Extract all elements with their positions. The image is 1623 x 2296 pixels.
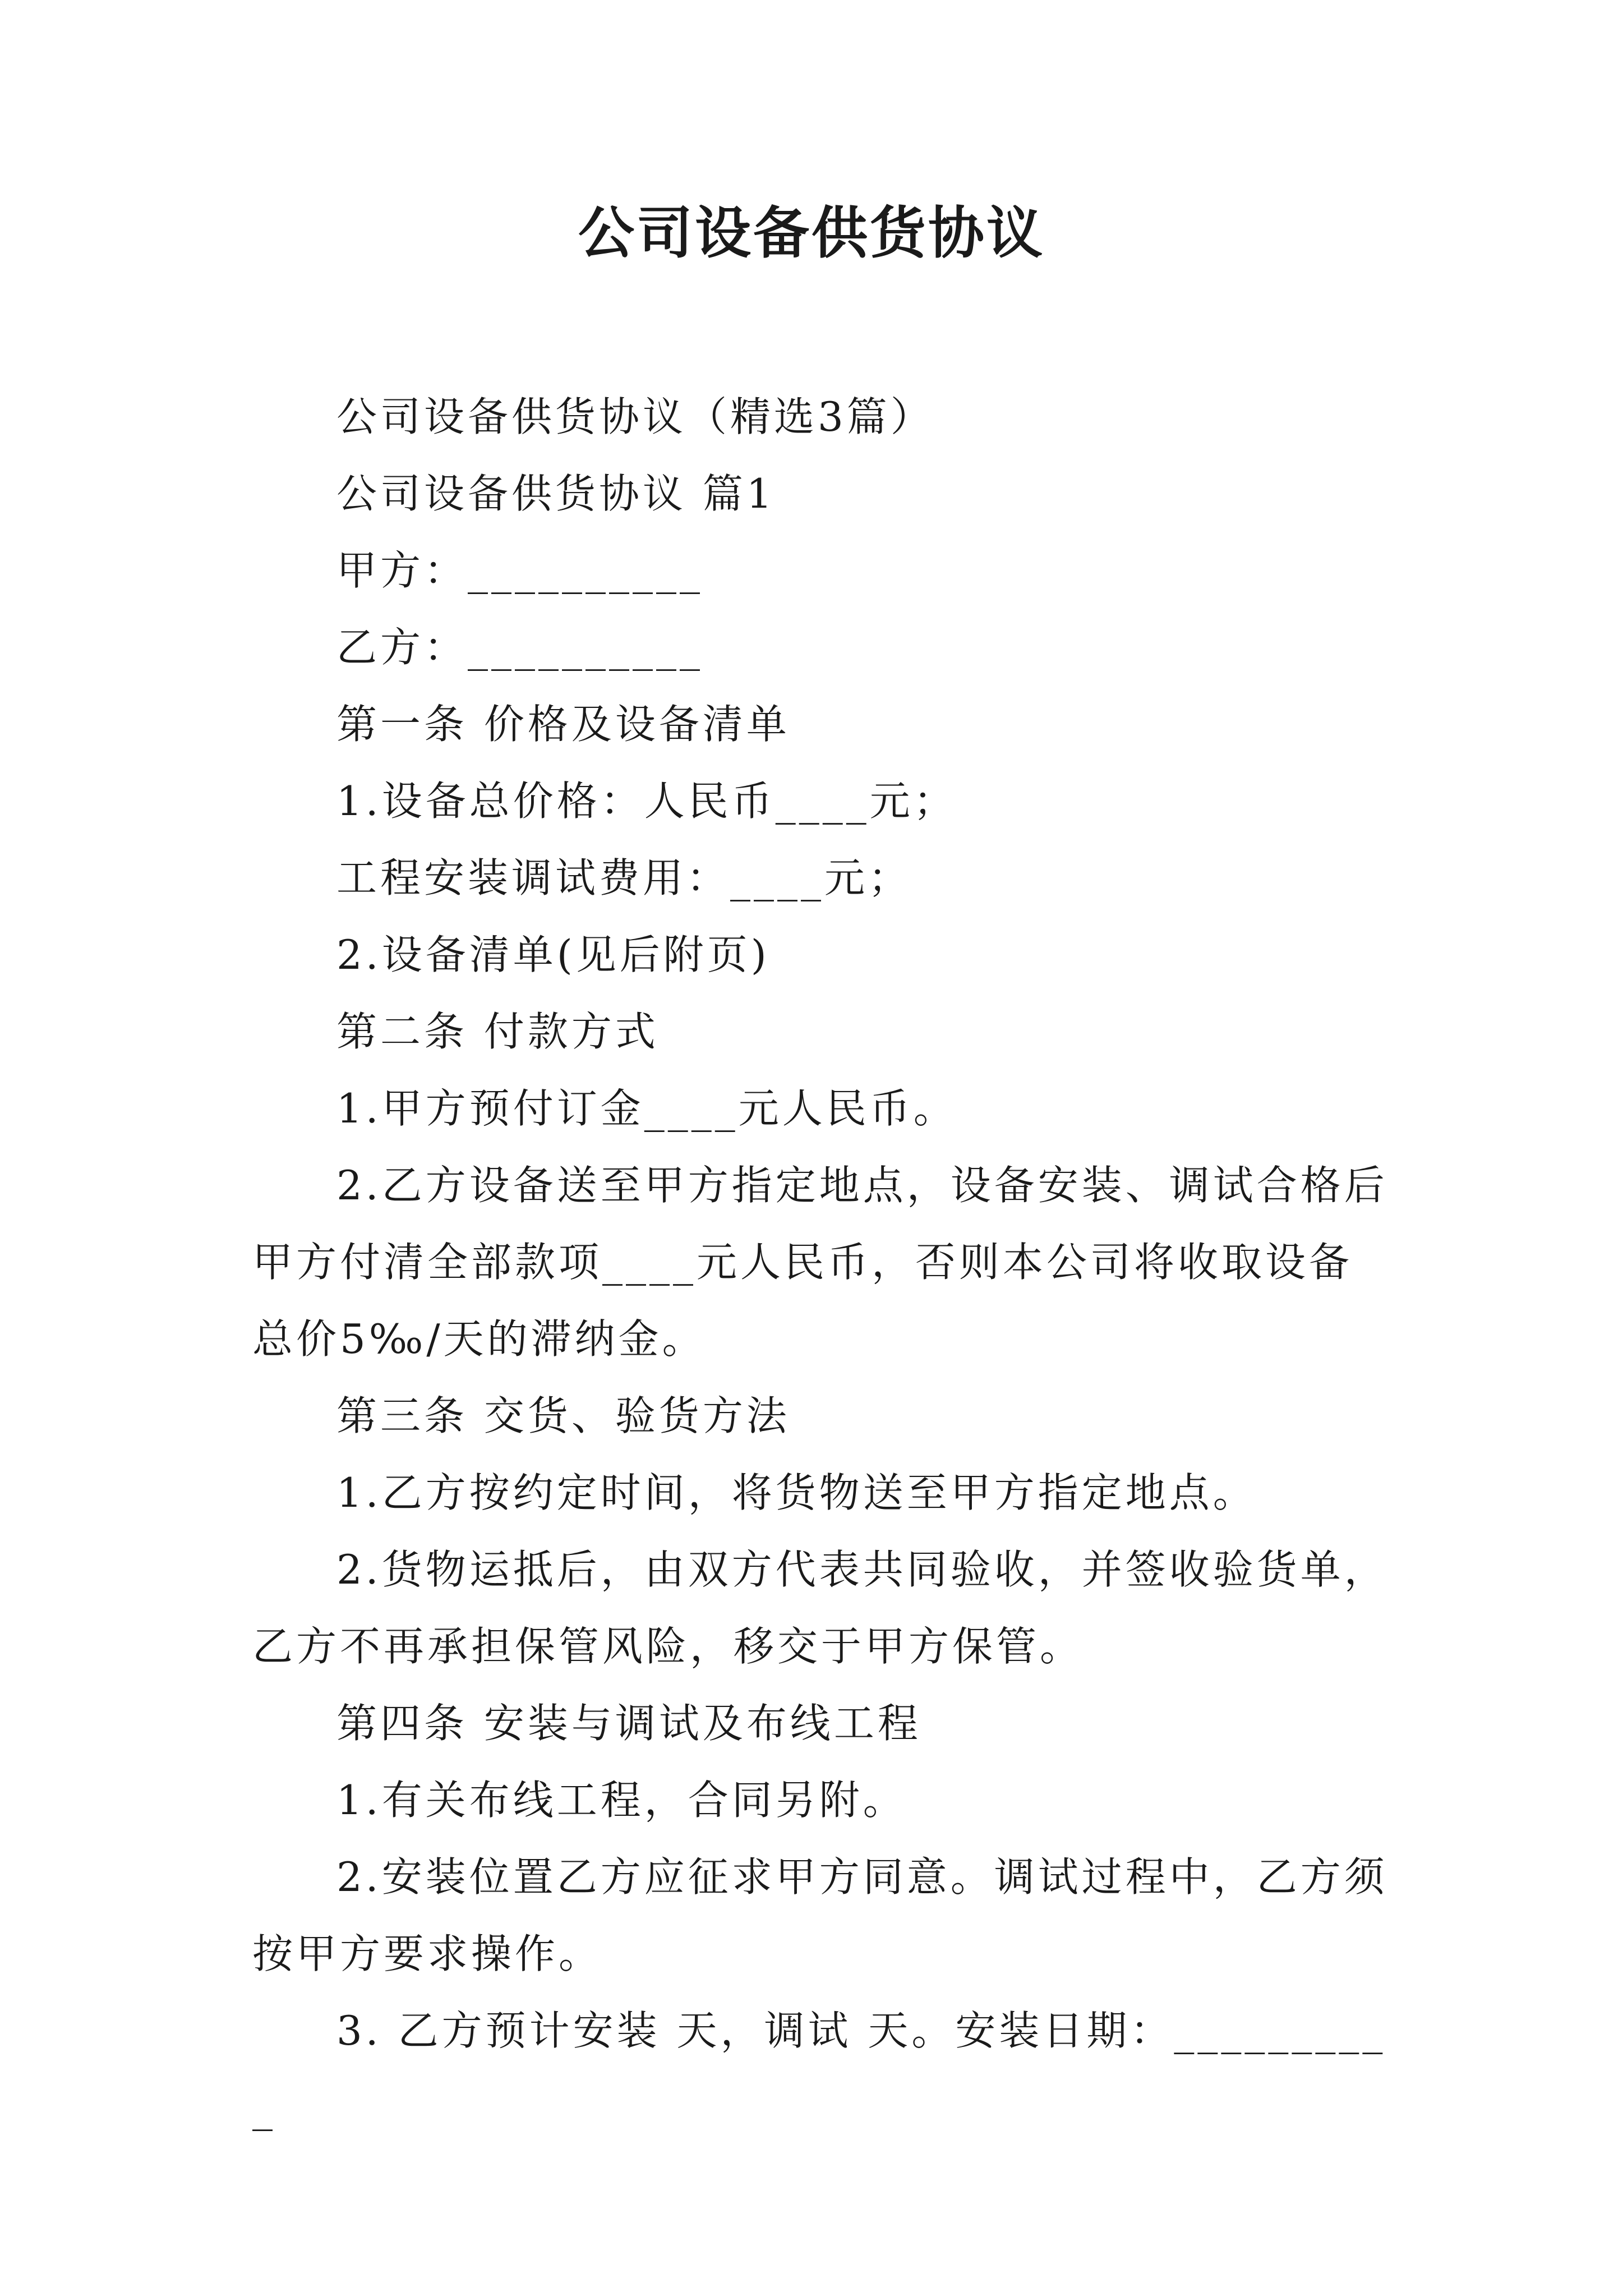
document-body bbox=[252, 379, 1391, 2146]
paragraph: 乙方：__________ bbox=[336, 624, 704, 671]
paragraph: 公司设备供货协议（精选3篇） bbox=[336, 393, 934, 440]
paragraph: 第三条 交货、验货方法 bbox=[336, 1392, 790, 1439]
paragraph: 1.乙方按约定时间，将货物送至甲方指定地点。 bbox=[336, 1469, 1257, 1516]
document-title: 公司设备供货协议 bbox=[578, 200, 1045, 266]
paragraph: 2.安装位置乙方应征求甲方同意。调试过程中，乙方须按甲方要求操作。 bbox=[252, 1853, 1388, 1977]
paragraph: 第二条 付款方式 bbox=[336, 1008, 659, 1055]
paragraph: 1.设备总价格：人民币____元； bbox=[336, 777, 957, 825]
paragraph: 公司设备供货协议 篇1 bbox=[336, 470, 776, 517]
paragraph: 甲方：__________ bbox=[336, 547, 704, 594]
paragraph: 2.设备清单(见后附页) bbox=[336, 931, 770, 978]
paragraph: 第一条 价格及设备清单 bbox=[336, 701, 790, 748]
paragraph: 2.乙方设备送至甲方指定地点，设备安装、调试合格后甲方付清全部款项____元人民币，否则本公司将收取设备总价5‰/天的滞纳金。 bbox=[252, 1162, 1388, 1363]
paragraph: 工程安装调试费用：____元； bbox=[336, 854, 912, 901]
paragraph: 2.货物运抵后，由双方代表共同验收，并签收验货单，乙方不再承担保管风险，移交于甲方保管。 bbox=[252, 1546, 1388, 1670]
paragraph: 1.甲方预付订金____元人民币。 bbox=[336, 1085, 957, 1132]
paragraph: 第四条 安装与调试及布线工程 bbox=[336, 1700, 921, 1747]
paragraph: 3. 乙方预计安装 天，调试 天。安装日期：__________ bbox=[252, 2007, 1386, 2131]
paragraph: 1.有关布线工程，合同另附。 bbox=[336, 1777, 907, 1824]
